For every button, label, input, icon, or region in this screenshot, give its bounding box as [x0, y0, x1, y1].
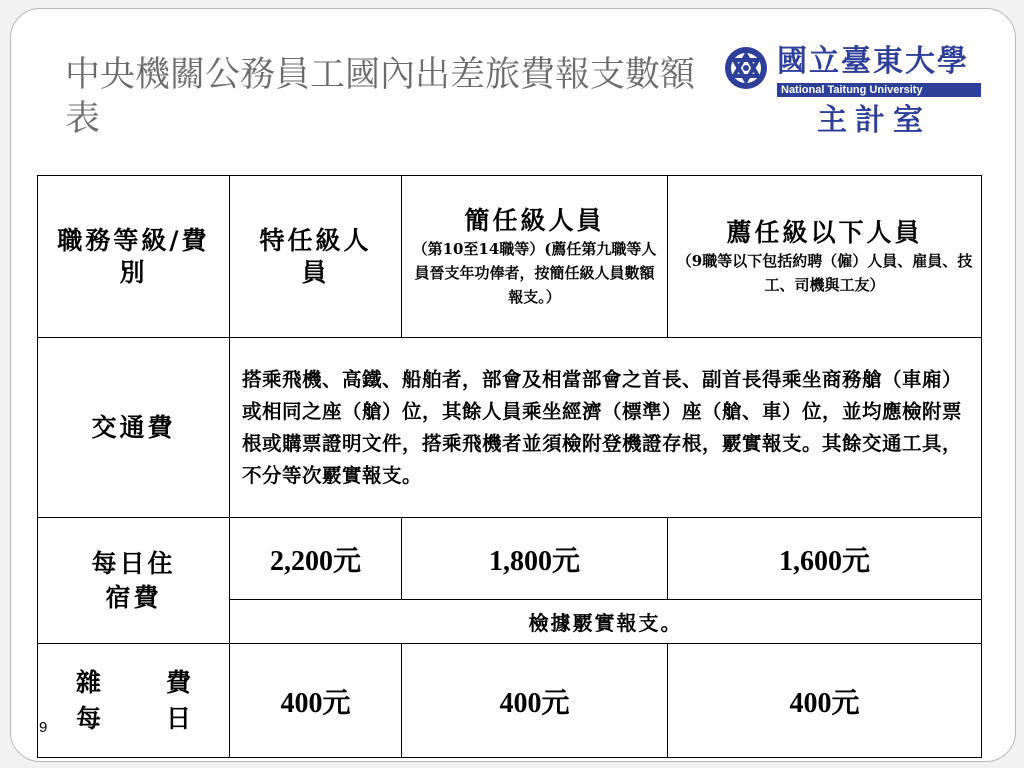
- lodging-label: 每日住宿費: [38, 518, 230, 644]
- page-number: 9: [39, 719, 48, 736]
- header-junior-grade: 薦任級以下人員 （9職等以下包括約聘（僱）人員、雇員、技工、司機與工友）: [668, 176, 982, 338]
- misc-label: 雜 費 每 日: [38, 644, 230, 758]
- header-senior-grade: 簡任級人員 （第10至14職等）(薦任第九職等人員晉支年功俸者，按簡任級人員數額報支。）: [402, 176, 668, 338]
- table-row-misc: [38, 644, 982, 758]
- university-logo: [721, 45, 1001, 145]
- header-grade-fee: 職務等級/費別: [38, 176, 230, 338]
- misc-junior: 400元: [668, 644, 982, 758]
- logo-department: 主計室: [817, 103, 931, 138]
- table-row-transport: [38, 338, 982, 518]
- lodging-senior: 1,800元: [402, 518, 668, 600]
- transport-description: 搭乘飛機、高鐵、船舶者，部會及相當部會之首長、副首長得乘坐商務艙（車廂）或相同之座（艙）位，其餘人員乘坐經濟（標準）座（艙、車）位，並均應檢附票根或購票證明文件，搭乘飛機者並須檢附登機證存根，覈實報支。其餘交通工具，不分等次覈實報支。: [230, 338, 982, 518]
- lodging-actual-note: 檢據覈實報支。: [230, 600, 982, 644]
- logo-name-en: National Taitung University: [777, 83, 981, 97]
- slide-title: 中央機關公務員工國內出差旅費報支數額表: [65, 55, 696, 139]
- misc-special: 400元: [230, 644, 402, 758]
- logo-name-zh: 國立臺東大學: [777, 44, 969, 79]
- table-row-lodging: [38, 518, 982, 600]
- header-special-grade: 特任級人員: [230, 176, 402, 338]
- slide: [10, 8, 1016, 762]
- lodging-special: 2,200元: [230, 518, 402, 600]
- travel-expense-table: [37, 175, 982, 758]
- misc-senior: 400元: [402, 644, 668, 758]
- lodging-junior: 1,600元: [668, 518, 982, 600]
- transport-label: 交通費: [38, 338, 230, 518]
- university-emblem-icon: [723, 45, 769, 91]
- table-header-row: [38, 176, 982, 338]
